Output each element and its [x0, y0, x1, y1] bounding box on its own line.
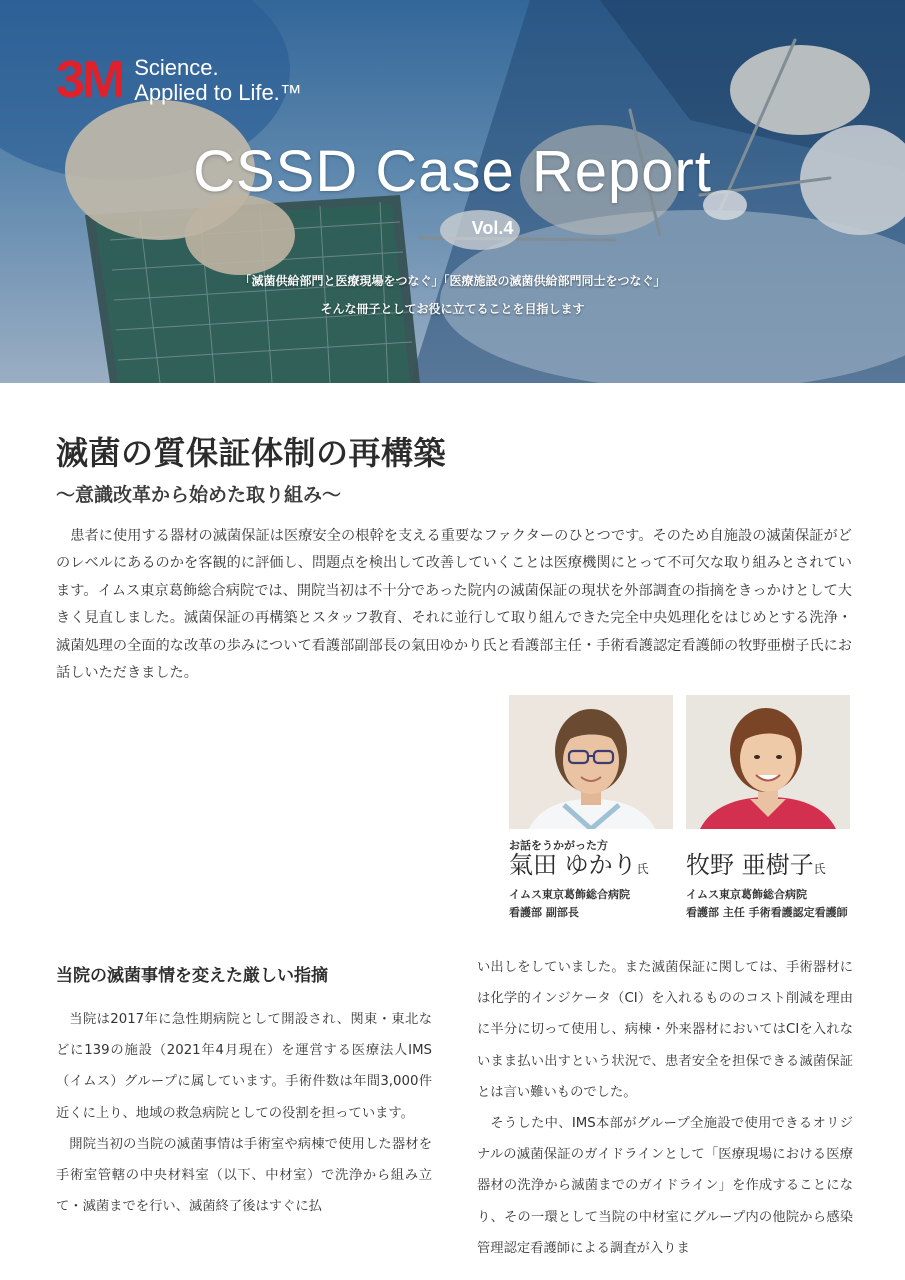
body-column-left	[56, 1004, 432, 1222]
interviewee-honorific: 氏	[636, 862, 649, 876]
volume-text: Vol.4	[471, 218, 514, 238]
3m-logo: 3M	[56, 51, 123, 109]
body-paragraph: い出しをしていました。また滅菌保証に関しては、手術器材には化学的インジケータ（CI）を入れるもののコスト削減を理由に半分に切って使用し、病棟・外来器材においてはCIを入れないまま払い出すという状況で、患者安全を担保できる滅菌保証とは言い難いものでした。	[477, 960, 853, 1100]
body-column-right	[477, 952, 853, 1264]
body-paragraph: 開院当初の当院の滅菌事情は手術室や病棟で使用した器材を手術室管轄の中央材料室（以下、中材室）で洗浄から組み立て・滅菌までを行い、滅菌終了後はすぐに払	[56, 1136, 432, 1215]
portrait-photo-keta	[509, 695, 673, 829]
article-lead: 患者に使用する器材の滅菌保証は医療安全の根幹を支える重要なファクターのひとつです。そのため自施設の滅菌保証がどのレベルにあるのかを客観的に評価し、問題点を検出して改善していくことは医療機関にとって不可欠な取り組みとされています。イムス東京葛飾総合病院では、開院当初は不十分であった院内の滅菌保証の現状を外部調査の指摘をきっかけとして大きく見直しました。滅菌保証の再構築とスタッフ教育、それに並行して取り組んできた完全中央処理化をはじめとする洗浄・滅菌処理の全面的な改革の歩みについて看護部副部長の氣田ゆかり氏と看護部主任・手術看護認定看護師の牧野亜樹子氏にお話しいただきました。	[56, 528, 852, 682]
portrait-photo-makino	[686, 695, 850, 829]
brand-tagline	[134, 55, 302, 105]
interviewee-affiliation: イムス東京葛飾総合病院	[509, 888, 630, 901]
body-paragraph: そうした中、IMS本部がグループ全施設で使用できるオリジナルの滅菌保証のガイドラインとして「医療現場における医療器材の洗浄から滅菌までのガイドライン」を作成することになり、その一環として当院の中材室にグループ内の他院から感染管理認定看護師による調査が入りま	[477, 1116, 853, 1256]
interviewee-name: 牧野 亜樹子	[686, 851, 814, 879]
brand-tagline-line1: Science.	[134, 55, 219, 80]
brand-block	[56, 51, 302, 109]
interviewees-label: お話をうかがった方	[509, 839, 608, 852]
body-paragraph: 当院は2017年に急性期病院として開設され、関東・東北などに139の施設（2021年4月現在）を運営する医療法人IMS（イムス）グループに属しています。手術件数は年間3,000件近くに上り、地域の救急病院としての役割を担っています。	[56, 1012, 433, 1121]
interviewee-name-line	[686, 848, 848, 886]
section-title: 当院の滅菌事情を変えた厳しい指摘	[56, 966, 328, 986]
interviewee-card	[509, 848, 649, 922]
interviewee-honorific: 氏	[813, 862, 826, 876]
interviewee-affiliation: イムス東京葛飾総合病院	[686, 888, 807, 901]
interviewee-role: 看護部 副部長	[509, 906, 579, 919]
article-subheadline: ～意識改革から始めた取り組み～	[56, 484, 342, 506]
volume-label	[0, 218, 905, 239]
tagline-line1: 「滅菌供給部門と医療現場をつなぐ」「医療施設の滅菌供給部門同士をつなぐ」	[239, 274, 666, 288]
interviewee-card	[686, 848, 848, 922]
interviewee-name-line	[509, 848, 649, 886]
interviewee-role: 看護部 主任 手術看護認定看護師	[686, 906, 848, 919]
report-title: CSSD Case Report	[193, 139, 712, 204]
hero-banner	[0, 0, 905, 383]
interviewee-name: 氣田 ゆかり	[509, 851, 637, 879]
tagline-line2: そんな冊子としてお役に立てることを目指します	[320, 302, 585, 316]
brand-tagline-line2: Applied to Life.™	[134, 80, 302, 105]
article-headline: 滅菌の質保証体制の再構築	[56, 434, 447, 472]
